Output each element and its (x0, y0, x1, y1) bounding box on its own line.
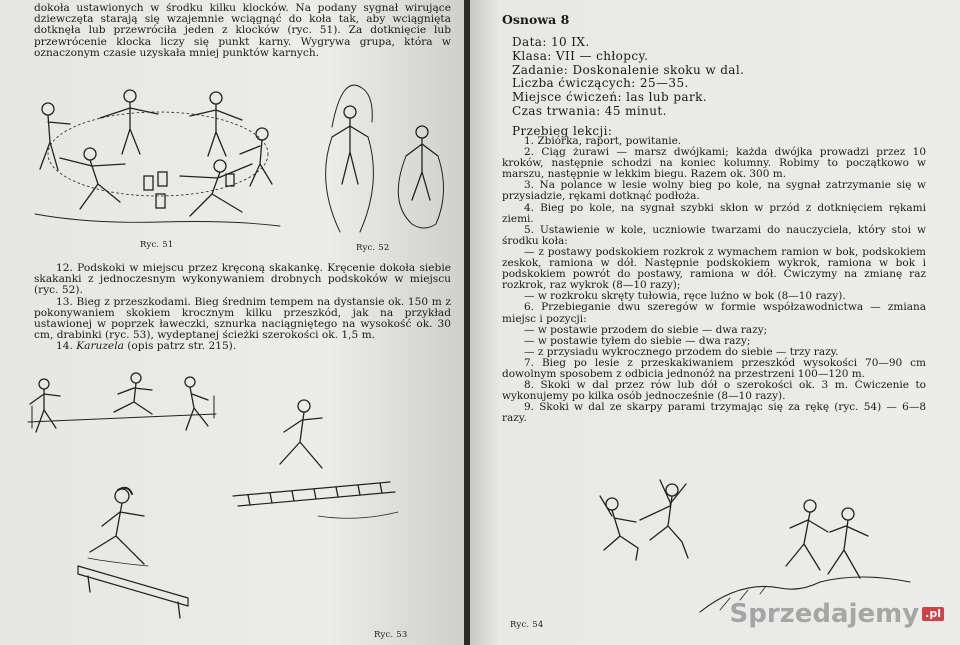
figure-53-caption: Ryc. 53 (374, 630, 408, 640)
item-13: 13. Bieg z przeszkodami. Bieg średnim tempem na dystansie ok. 150 m z pokonywaniem skokiem krocznym kilku przeszkód, jak na przykład ustawionej w poprzek ławeczki, sznurka naciągniętego na wysokość ok. 30 cm, drabinki (ryc. 53), wydeptanej ścieżki szerokości ok. 1,5 m. (34, 295, 451, 342)
figure-54-caption: Ryc. 54 (510, 620, 544, 630)
meta-class: Klasa: VII — chłopcy. (512, 48, 649, 63)
lesson-meta-block (512, 36, 942, 139)
right-page (470, 0, 960, 645)
item-14-rest: (opis patrz str. 215). (127, 340, 237, 353)
step-5-dash-b: — w rozkroku skręty tułowia, ręce luźno w bok (8—10 razy). (524, 290, 846, 303)
intro-paragraph: dokoła ustawionych w środku kilku klocków. Na podany sygnał wirujące dziewczęta starają się wzajemnie wciągnąć do koła tak, aby wciągnięta dotknęła lub przewróciła jeden z klocków (ryc. 51). Za dotknięcie lub przewrócenie klocka liczy się punkt karny. Wygrywa grupa, która w oznaczonym czasie uzyskała mniej punktów karnych. (34, 2, 451, 59)
step-6-dash-c: — z przysiadu wykrocznego przodem do siebie — trzy razy. (524, 345, 839, 358)
meta-date: Data: 10 IX. (512, 35, 590, 49)
item-14-title: Karuzela (76, 340, 124, 353)
meta-task: Zadanie: Doskonalenie skoku w dal. (512, 62, 745, 77)
step-5-dash-a: — z postawy podskokiem rozkrok z wymachem ramion w bok, podskokiem zeskok, ramiona w dół. Następnie podskokiem wykrok, ramiona w bok i podskokiem powrót do postawy, ramiona w dół. Ćwiczymy na zmianę raz rozkrok, raz wykrok (8—10 razy); (502, 245, 926, 292)
figure-52-skipping-rope (312, 82, 462, 240)
lesson-steps-block (502, 136, 926, 424)
step-3: 3. Na polance w lesie wolny bieg po kole, na sygnał zatrzymanie się w przysiadzie, rękami dotknąć podłoża. (502, 179, 926, 203)
step-1: 1. Zbiórka, raport, powitanie. (524, 135, 682, 147)
step-2: 2. Ciąg żurawi — marsz dwójkami; każda dwójka prowadzi przez 10 kroków, następnie schodzi na koniec kolumny. Robimy to początkowo w marszu, następnie w lekkim biegu. Razem ok. 300 m. (502, 146, 926, 181)
step-7: 7. Bieg po lesie z przeskakiwaniem przeszkód wysokości 70—90 cm dowolnym sposobem z odbicia jednonóż na przestrzeni 100—120 m. (502, 356, 926, 380)
step-6-dash-a: — w postawie przodem do siebie — dwa razy; (524, 323, 768, 336)
step-6: 6. Przebieganie dwu szeregów w formie współzawodnictwa — zmiana miejsc i pozycji: (502, 301, 926, 325)
figure-53-obstacle-run (18, 366, 448, 634)
meta-participants: Liczba ćwiczących: 25—35. (512, 76, 689, 91)
item-12: 12. Podskoki w miejscu przez kręconą skakankę. Kręcenie dokoła siebie skakanki z jednoczesnym wykonywaniem drobnych podskoków w miejscu (ryc. 52). (34, 262, 451, 297)
item-14-number: 14. (56, 340, 73, 353)
figure-51-caption: Ryc. 51 (140, 240, 174, 250)
figure-52-caption: Ryc. 52 (356, 243, 390, 253)
left-page (0, 0, 466, 645)
item-14 (34, 341, 451, 352)
meta-place: Miejsce ćwiczeń: las lub park. (512, 90, 707, 105)
step-6-dash-b: — w postawie tyłem do siebie — dwa razy; (524, 334, 751, 347)
osnowa-heading: Osnowa 8 (502, 12, 570, 27)
figure-51-circle-game (30, 84, 285, 234)
watermark-text: Sprzedajemy (729, 599, 920, 629)
left-items-block (34, 263, 451, 353)
watermark-badge: .pl (922, 607, 944, 621)
step-8: 8. Skoki w dal przez rów lub dół o szerokości ok. 3 m. Ćwiczenie to wykonujemy po kilka osób jednocześnie (8—10 razy). (502, 379, 926, 403)
watermark-logo (730, 599, 945, 629)
intro-paragraph-block (34, 3, 451, 59)
step-9: 9. Skoki w dal ze skarpy parami trzymając się za rękę (ryc. 54) — 6—8 razy. (502, 401, 926, 425)
meta-duration: Czas trwania: 45 minut. (512, 103, 667, 118)
step-4: 4. Bieg po kole, na sygnał szybki skłon w przód z dotknięciem rękami ziemi. (502, 201, 926, 225)
figure-54-long-jump-pairs (590, 470, 920, 620)
przebieg-heading: Przebieg lekcji: (512, 123, 613, 138)
step-5: 5. Ustawienie w kole, uczniowie twarzami do nauczyciela, który stoi w środku koła: (502, 223, 926, 247)
